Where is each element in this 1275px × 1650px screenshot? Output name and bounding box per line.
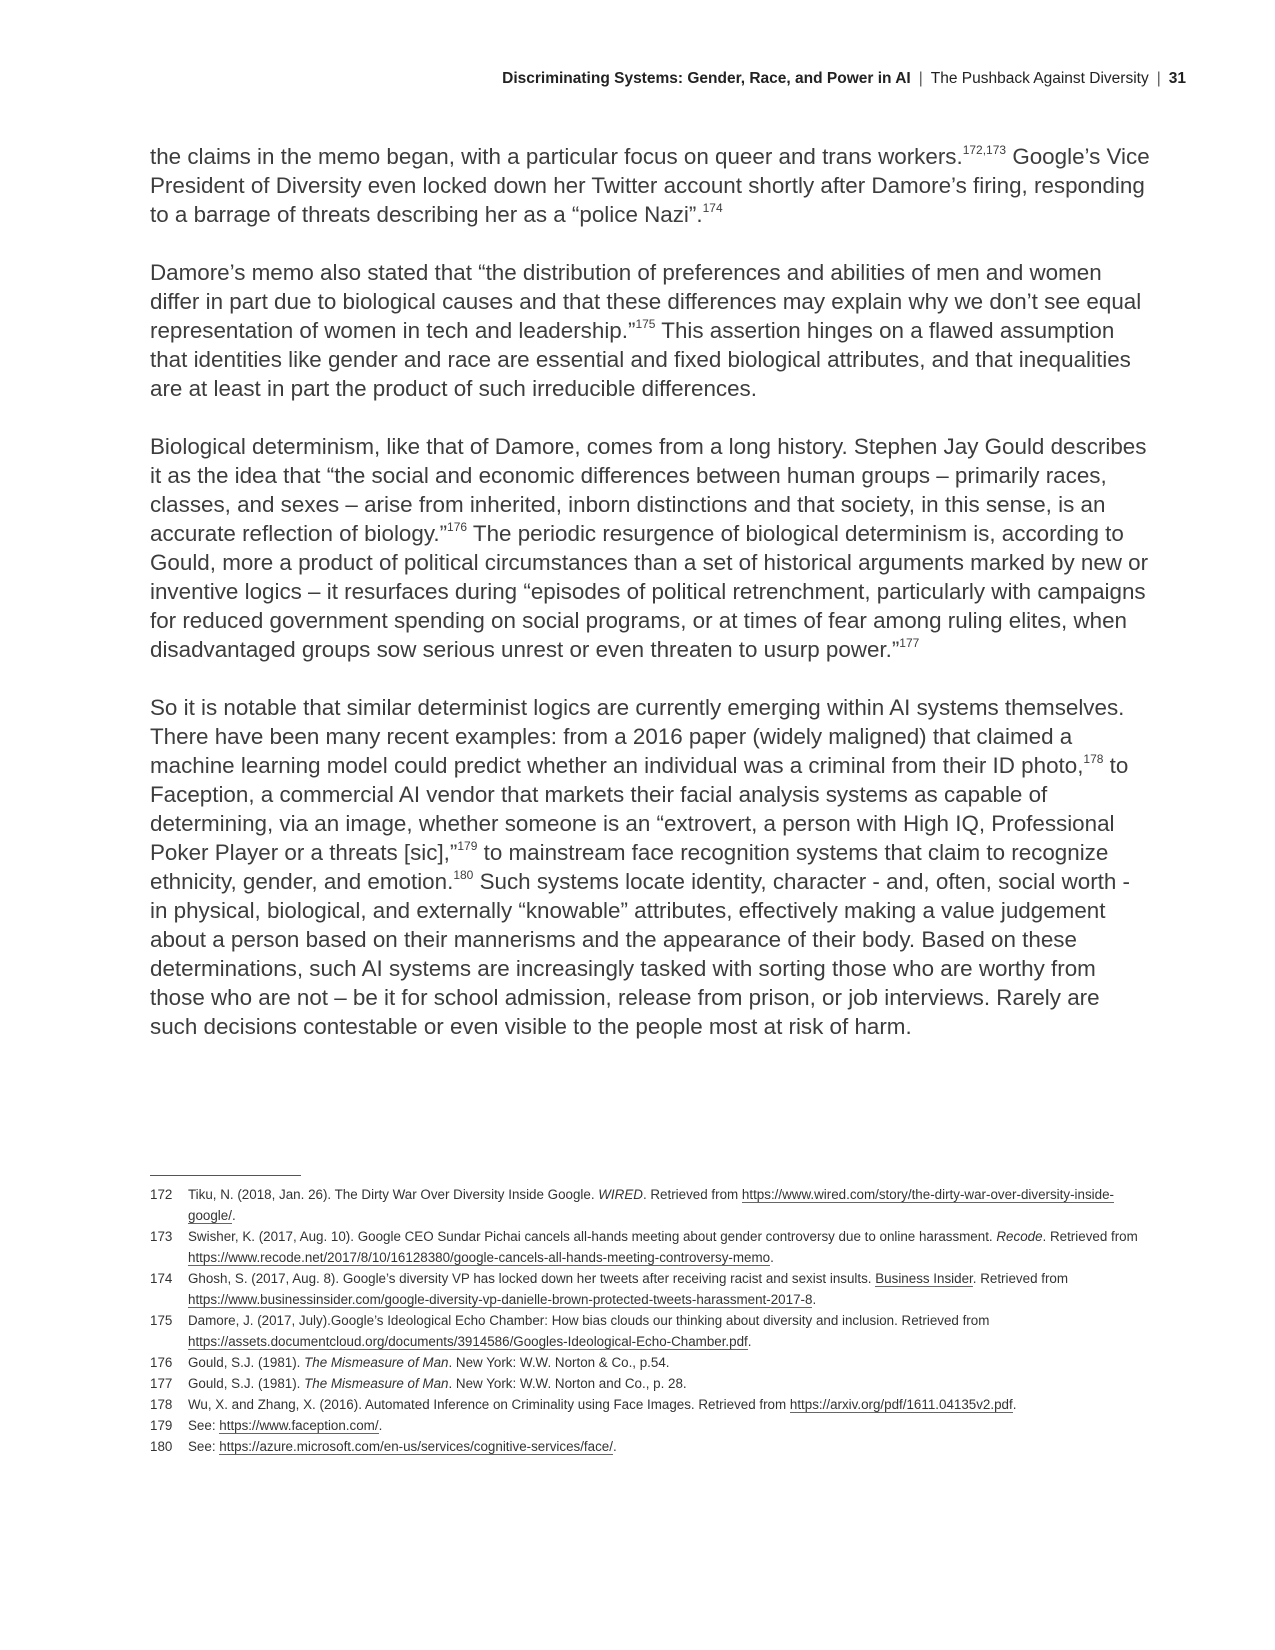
citation-text: Damore, J. (2017, July).Google’s Ideological Echo Chamber: How bias clouds our thinking about diversity and inclusion. Retrieved from <box>188 1313 990 1328</box>
book-title: The Mismeasure of Man <box>304 1355 449 1370</box>
footnote-174 <box>150 1268 1150 1310</box>
footnote-text <box>188 1394 1150 1415</box>
running-header <box>502 70 1186 88</box>
paragraph-text: Biological determinism, like that of Damore, comes from a long history. Stephen Jay Gould describes it as the idea that “the social and economic differences between human groups – primarily races, classes, and sexes – arise from inherited, inborn distinctions and that society, in this sense, is an accurate reflection of biology.” <box>150 434 1147 546</box>
citation-text: Gould, S.J. (1981). <box>188 1376 305 1391</box>
document-title: Discriminating Systems: Gender, Race, and Power in AI <box>502 70 911 87</box>
publication-name: WIRED <box>598 1187 643 1202</box>
footnote-ref[interactable]: 175 <box>635 316 656 331</box>
footnote-number: 176 <box>150 1355 173 1370</box>
citation-text: . <box>747 1334 752 1349</box>
footnote-text <box>188 1310 1150 1352</box>
paragraph-4 <box>150 693 1150 1041</box>
footnote-176 <box>150 1352 1150 1373</box>
footnote-ref[interactable]: 174 <box>702 200 723 215</box>
footnote-text <box>188 1373 1150 1394</box>
paragraph-text: Google’s Vice President of Diversity even locked down her Twitter account shortly after Damore’s firing, responding to a barrage of threats describing her as a “police Nazi”. <box>150 144 1150 227</box>
header-separator: | <box>1156 70 1161 87</box>
citation-text: See: <box>188 1439 220 1454</box>
footnote-number: 178 <box>150 1397 173 1412</box>
citation-text: . <box>378 1418 383 1433</box>
citation-text: . <box>231 1208 236 1223</box>
footnote-text <box>188 1415 1150 1436</box>
publication-name: Business Insider <box>875 1271 973 1286</box>
paragraph-text: This assertion hinges on a flawed assumption that identities like gender and race are essential and fixed biological attributes, and that inequalities are at least in part the product of such irreducible differences. <box>150 318 1131 401</box>
citation-text: . <box>612 1439 617 1454</box>
citation-link[interactable]: https://assets.documentcloud.org/documents/3914586/Googles-Ideological-Echo-Chamber.pdf <box>188 1334 748 1349</box>
citation-text: Wu, X. and Zhang, X. (2016). Automated Inference on Criminality using Face Images. Retrieved from <box>188 1397 790 1412</box>
footnote-172 <box>150 1184 1150 1226</box>
footnote-number: 174 <box>150 1271 173 1286</box>
footnote-divider <box>150 1175 301 1176</box>
paragraph-1 <box>150 142 1150 229</box>
citation-text: Ghosh, S. (2017, Aug. 8). Google’s diversity VP has locked down her tweets after receiving racist and sexist insults. <box>188 1271 876 1286</box>
footnote-177 <box>150 1373 1150 1394</box>
footnote-number: 173 <box>150 1229 173 1244</box>
footnote-text <box>188 1268 1150 1310</box>
citation-text: . <box>812 1292 817 1307</box>
section-title: The Pushback Against Diversity <box>930 70 1149 87</box>
citation-text: Tiku, N. (2018, Jan. 26). The Dirty War Over Diversity Inside Google. <box>188 1187 599 1202</box>
footnote-text <box>188 1226 1150 1268</box>
footnote-number: 179 <box>150 1418 173 1433</box>
citation-text: . <box>770 1250 774 1265</box>
footnote-text <box>188 1436 1150 1457</box>
footnote-number: 172 <box>150 1187 173 1202</box>
paragraph-2 <box>150 258 1150 403</box>
footnote-175 <box>150 1310 1150 1352</box>
main-body <box>150 142 1150 1070</box>
paragraph-text: So it is notable that similar determinist logics are currently emerging within AI systems themselves. There have been many recent examples: from a 2016 paper (widely maligned) that claimed a machine learning model could predict whether an individual was a criminal from their ID photo, <box>150 695 1125 778</box>
citation-text: . <box>1012 1397 1017 1412</box>
footnote-173 <box>150 1226 1150 1268</box>
footnote-number: 175 <box>150 1313 173 1328</box>
publication-name: Recode <box>996 1229 1043 1244</box>
footnote-number: 177 <box>150 1376 173 1391</box>
footnote-179 <box>150 1415 1150 1436</box>
footnote-ref[interactable]: 179 <box>457 838 478 853</box>
footnotes <box>150 1184 1150 1457</box>
footnote-text <box>188 1184 1150 1226</box>
footnote-ref[interactable]: 177 <box>899 635 920 650</box>
citation-text: . Retrieved from <box>1042 1229 1138 1244</box>
footnote-178 <box>150 1394 1150 1415</box>
citation-text: Swisher, K. (2017, Aug. 10). Google CEO Sundar Pichai cancels all-hands meeting about gender controversy due to online harassment. <box>188 1229 997 1244</box>
footnote-ref[interactable]: 178 <box>1083 751 1104 766</box>
book-title: The Mismeasure of Man <box>304 1376 449 1391</box>
paragraph-text: the claims in the memo began, with a particular focus on queer and trans workers. <box>150 144 963 169</box>
paragraph-text: Such systems locate identity, character - and, often, social worth - in physical, biological, and externally “knowable” attributes, effectively making a value judgement about a person based on their mannerisms and the appearance of their body. Based on these determinations, such AI systems are increasingly tasked with sorting those who are worthy from those who are not – be it for school admission, release from prison, or job interviews. Rarely are such decisions contestable or even visible to the people most at risk of harm. <box>150 869 1131 1039</box>
paragraph-3 <box>150 432 1150 664</box>
footnote-180 <box>150 1436 1150 1457</box>
header-separator: | <box>918 70 923 87</box>
citation-text: Gould, S.J. (1981). <box>188 1355 305 1370</box>
footnote-ref[interactable]: 176 <box>447 519 468 534</box>
footnote-number: 180 <box>150 1439 173 1454</box>
citation-text: . Retrieved from <box>972 1271 1069 1286</box>
citation-link[interactable]: https://www.wired.com/story/the-dirty-war-over-diversity-inside-google/ <box>188 1187 1114 1223</box>
citation-text: . New York: W.W. Norton & Co., p.54. <box>448 1355 670 1370</box>
paragraph-text: Damore’s memo also stated that “the distribution of preferences and abilities of men and women differ in part due to biological causes and that these differences may explain why we don’t see equal representation of women in tech and leadership.” <box>150 260 1142 343</box>
citation-link[interactable]: https://azure.microsoft.com/en-us/services/cognitive-services/face/ <box>219 1439 613 1454</box>
citation-text: . New York: W.W. Norton and Co., p. 28. <box>448 1376 687 1391</box>
citation-text: . Retrieved from <box>642 1187 742 1202</box>
paragraph-text: to mainstream face recognition systems that claim to recognize ethnicity, gender, and emotion. <box>150 840 1109 894</box>
footnote-text <box>188 1352 1150 1373</box>
citation-link[interactable]: https://www.faception.com/ <box>219 1418 379 1433</box>
paragraph-text: The periodic resurgence of biological determinism is, according to Gould, more a product of political circumstances than a set of historical arguments marked by new or inventive logics – it resurfaces during “episodes of political retrenchment, particularly with campaigns for reduced government spending on social programs, or at times of fear among ruling elites, when disadvantaged groups sow serious unrest or even threaten to usurp power.” <box>150 521 1149 662</box>
paragraph-text: to Faception, a commercial AI vendor that markets their facial analysis systems as capable of determining, via an image, whether someone is an “extrovert, a person with High IQ, Professional Poker Player or a threats [sic],” <box>150 753 1129 865</box>
citation-link[interactable]: https://www.businessinsider.com/google-diversity-vp-danielle-brown-protected-tweets-harassment-2017-8 <box>188 1292 813 1307</box>
citation-text: See: <box>188 1418 220 1433</box>
citation-link[interactable]: https://www.recode.net/2017/8/10/16128380/google-cancels-all-hands-meeting-controversy-memo <box>188 1250 771 1265</box>
page-number: 31 <box>1168 70 1186 87</box>
citation-link[interactable]: https://arxiv.org/pdf/1611.04135v2.pdf <box>789 1397 1013 1412</box>
footnote-ref[interactable]: 180 <box>453 867 474 882</box>
footnote-ref[interactable]: 172,173 <box>962 142 1007 157</box>
